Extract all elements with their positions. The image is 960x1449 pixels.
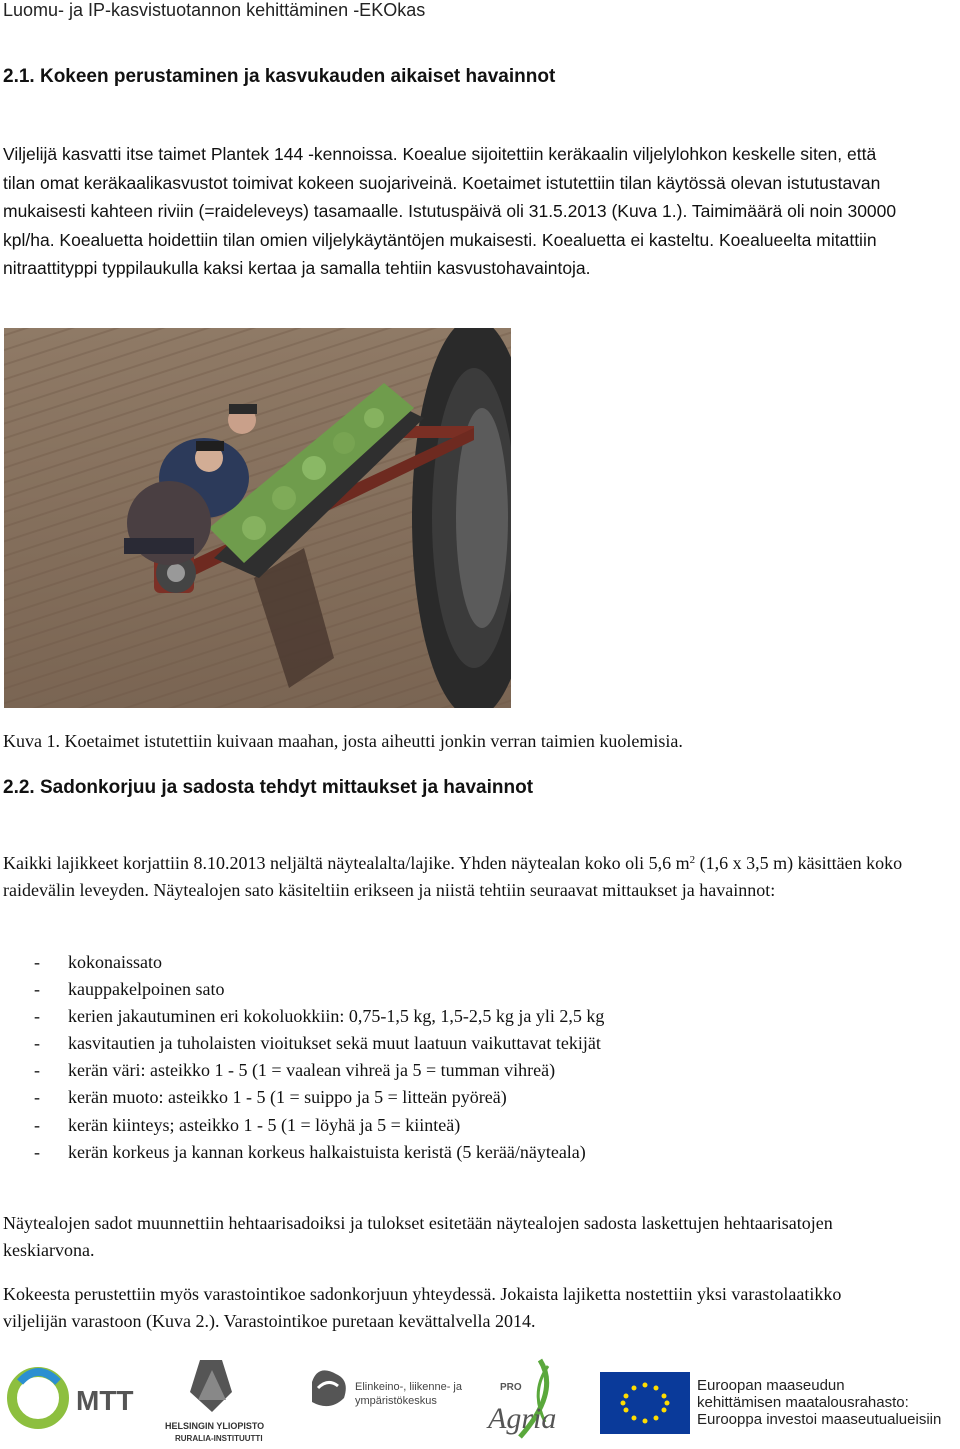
figure-1-caption: Kuva 1. Koetaimet istutettiin kuivaan maahan, josta aiheutti jonkin verran taimien kuolemisia. (3, 731, 683, 751)
list-item-text: kerän väri: asteikko 1 - 5 (1 = vaalean vihreä ja 5 = tumman vihreä) (68, 1060, 556, 1081)
eu-text-3: Eurooppa investoi maaseutualueisiin (697, 1411, 942, 1428)
list-dash: - (34, 952, 40, 972)
proagria-logo (486, 1360, 556, 1437)
paragraph-part-1: Kaikki lajikkeet korjattiin 8.10.2013 neljältä näytealalta/lajike. Yhden näytealan koko oli 5,6 m (3, 853, 690, 873)
planting-photo (4, 328, 511, 708)
ely-centre-logo (312, 1370, 463, 1407)
ely-text-2: ympäristökeskus (355, 1395, 437, 1407)
section-1-paragraph: Viljelijä kasvatti itse taimet Plantek 144 -kennoissa. Koealue sijoitettiin keräkaalin viljelylohkon keskelle siten, että tilan omat keräkaalikasvustot toimivat kokeen suojariveinä. Koetaimet istutettiin tilan käytössä olevan istutustavan mukaisesti kahteen riviin (=raideleveys) tasamaalle. Istutuspäivä oli 31.5.2013 (Kuva 1.). Taimimäärä oli noin 30000 kpl/ha. Koealuetta hoidettiin tilan omien viljelykäytäntöjen mukaisesti. Koealuetta ei kasteltu. Koealueelta mitattiin nitraattityppi typpilaukulla kaksi kertaa ja samalla tehtiin kasvustohavaintoja. (3, 144, 897, 279)
eu-text-1: Euroopan maaseudun (697, 1377, 845, 1394)
list-dash: - (34, 1141, 40, 1162)
list-item (0, 1112, 604, 1139)
list-dash: - (34, 1087, 40, 1108)
list-item (0, 1030, 604, 1057)
section-heading-2-1: 2.1. Kokeen perustaminen ja kasvukauden aikaiset havainnot (3, 66, 556, 87)
logo-strip (0, 1352, 960, 1449)
list-item (0, 976, 604, 1003)
list-dash: - (34, 1060, 40, 1081)
eu-text-2: kehittämisen maatalousrahasto: (697, 1394, 909, 1411)
eu-flag-logo (600, 1372, 941, 1434)
superscript: 2 (689, 854, 696, 866)
helsinki-text-1: HELSINGIN YLIOPISTO (165, 1421, 265, 1431)
results-paragraph: Näytealojen sadot muunnettiin hehtaarisadoiksi ja tulokset esitetään näytealojen sadosta laskettujen hehtaarisatojen keskiarvona. (3, 1213, 833, 1260)
list-item-text: kerän kiinteys; asteikko 1 - 5 (1 = löyhä ja 5 = kiinteä) (68, 1114, 461, 1135)
list-dash: - (34, 979, 40, 1000)
list-dash: - (34, 1006, 40, 1027)
mtt-text: MTT (76, 1385, 134, 1416)
ely-text-1: Elinkeino-, liikenne- ja (355, 1381, 462, 1393)
proagria-pro: PRO (500, 1382, 522, 1393)
list-item (0, 1139, 604, 1166)
list-item (0, 1057, 604, 1084)
section-2-paragraph (3, 850, 903, 904)
section-heading-2-2: 2.2. Sadonkorjuu ja sadosta tehdyt mittaukset ja havainnot (3, 777, 534, 798)
helsinki-text-2: RURALIA-INSTITUUTTI (175, 1434, 263, 1443)
list-item-text: kerän muoto: asteikko 1 - 5 (1 = suippo ja 5 = litteän pyöreä) (68, 1087, 507, 1108)
proagria-agria: Agria (488, 1402, 557, 1435)
paragraph-part-2: (1,6 x 3,5 m) käsittäen koko raidevälin leveyden. Näytealojen sato käsiteltiin erikseen ja niistä tehtiin seuraavat mittaukset ja havainnot: (3, 853, 903, 900)
storage-paragraph: Kokeesta perustettiin myös varastointikoe sadonkorjuun yhteydessä. Jokaista lajiketta nostettiin yksi varastolaatikko viljelijän varastoon (Kuva 2.). Varastointikoe puretaan kevättalvella 2014. (3, 1284, 842, 1331)
list-item-text: kasvitautien ja tuholaisten vioitukset sekä muut laatuun vaikuttavat tekijät (68, 1033, 601, 1054)
list-item (0, 1084, 604, 1111)
list-item (0, 1003, 604, 1030)
document-header: Luomu- ja IP-kasvistuotannon kehittäminen -EKOkas (3, 0, 426, 20)
list-item (0, 949, 604, 976)
list-item-text: kerän korkeus ja kannan korkeus halkaistuista keristä (5 kerää/näyteala) (68, 1141, 586, 1162)
list-item-text: kerien jakautuminen eri kokoluokkiin: 0,75-1,5 kg, 1,5-2,5 kg ja yli 2,5 kg (68, 1006, 605, 1027)
list-dash: - (34, 1033, 40, 1054)
list-dash: - (34, 1114, 40, 1135)
helsinki-university-logo (165, 1360, 264, 1443)
list-item-text: kokonaissato (68, 952, 162, 972)
list-item-text: kauppakelpoinen sato (68, 979, 225, 1000)
mtt-logo (12, 1372, 134, 1424)
measurements-list (0, 949, 604, 1166)
